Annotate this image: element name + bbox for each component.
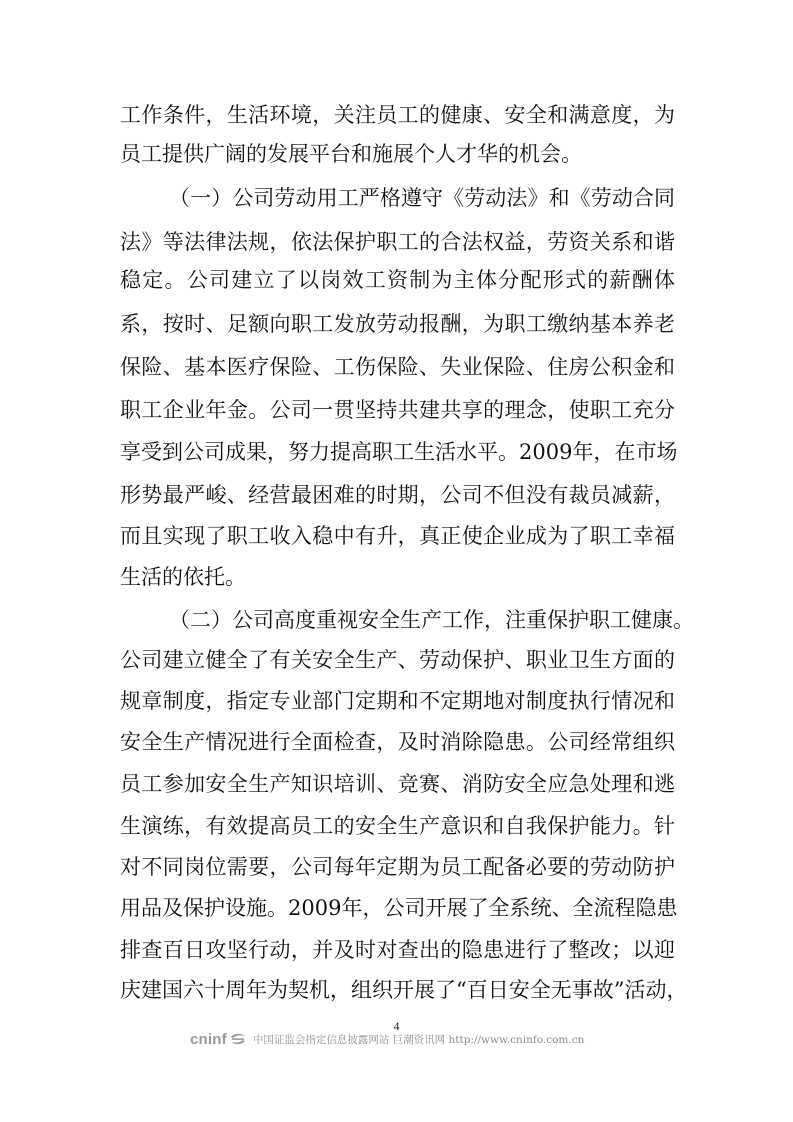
body-line: 生演练，有效提高员工的安全生产意识和自我保护能力。针 — [120, 814, 675, 838]
cninfo-swirl-icon — [229, 1032, 247, 1046]
paragraph-1-first-line: （一）公司劳动用工严格遵守《劳动法》和《劳动合同 — [169, 186, 675, 210]
body-line: 享受到公司成果，努力提高职工生活水平。2009年，在市场 — [120, 440, 678, 464]
body-line: 工作条件，生活环境，关注员工的健康、安全和满意度，为 — [120, 103, 675, 127]
footer-logo-text: cninf — [190, 1030, 227, 1048]
paragraph-2-first-line: （二）公司高度重视安全生产工作，注重保护职工健康。 — [169, 608, 694, 632]
footer-logo — [190, 1031, 253, 1048]
body-line: 保险、基本医疗保险、工伤保险、失业保险、住房公积金和 — [120, 355, 675, 379]
body-line: 员工提供广阔的发展平台和施展个人才华的机会。 — [120, 142, 582, 166]
body-line: 稳定。公司建立了以岗效工资制为主体分配形式的薪酬体 — [120, 268, 675, 292]
body-line: 公司建立健全了有关安全生产、劳动保护、职业卫生方面的 — [120, 648, 675, 672]
body-line: 庆建国六十周年为契机，组织开展了“百日安全无事故”活动， — [120, 978, 688, 1002]
body-line: 法》等法律法规，依法保护职工的合法权益，劳资关系和谐 — [120, 230, 675, 254]
footer-text: 中国证监会指定信息披露网站 巨潮资讯网 http://www.cninfo.com.cn — [252, 1033, 585, 1046]
body-line: 职工企业年金。公司一贯坚持共建共享的理念，使职工充分 — [120, 398, 675, 422]
body-line: 排查百日攻坚行动，并及时对查出的隐患进行了整改；以迎 — [120, 938, 675, 962]
body-line: 系，按时、足额向职工发放劳动报酬，为职工缴纳基本养老 — [120, 312, 675, 336]
body-line: 形势最严峻、经营最困难的时期，公司不但没有裁员减薪， — [120, 483, 675, 507]
page-number: 4 — [393, 1019, 400, 1033]
body-line: 规章制度，指定专业部门定期和不定期地对制度执行情况和 — [120, 689, 675, 713]
body-line: 而且实现了职工收入稳中有升，真正使企业成为了职工幸福 — [120, 524, 675, 548]
body-line: 员工参加安全生产知识培训、竞赛、消防安全应急处理和逃 — [120, 772, 675, 796]
body-line: 对不同岗位需要，公司每年定期为员工配备必要的劳动防护 — [120, 855, 675, 879]
footer — [190, 1030, 584, 1048]
body-line: 用品及保护设施。2009年，公司开展了全系统、全流程隐患 — [120, 896, 678, 920]
body-line: 生活的依托。 — [120, 565, 246, 589]
body-line: 安全生产情况进行全面检查，及时消除隐患。公司经常组织 — [120, 730, 675, 754]
